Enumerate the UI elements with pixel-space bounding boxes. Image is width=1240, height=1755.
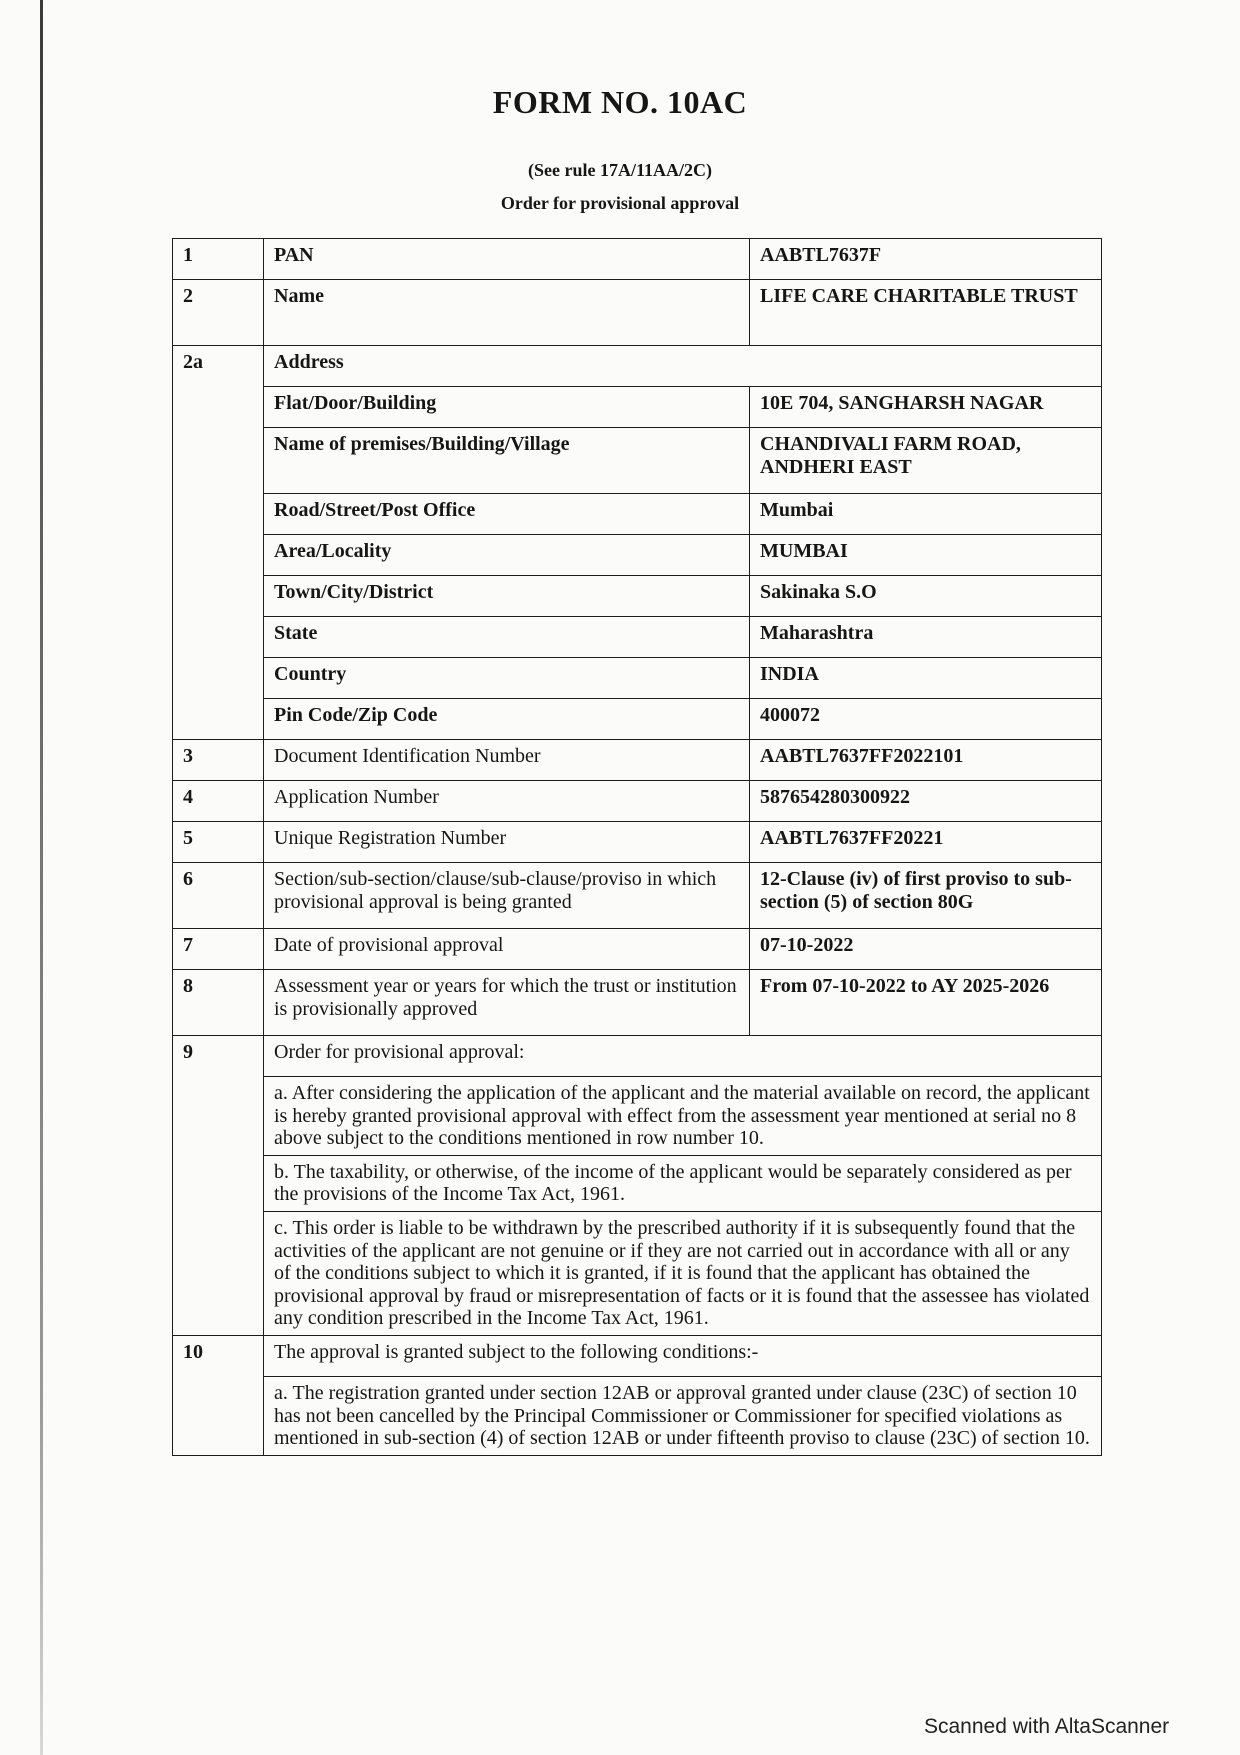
serial-number: 7: [173, 929, 264, 970]
order-paragraph-b: b. The taxability, or otherwise, of the income of the applicant would be separately considered as per the provisions of the Income Tax Act, 1961.: [264, 1155, 1102, 1211]
section-heading: Order for provisional approval:: [264, 1036, 1102, 1077]
row-address-state: [173, 617, 1102, 658]
field-value: Maharashtra: [750, 617, 1102, 658]
field-value: 12-Clause (iv) of first proviso to sub-section (5) of section 80G: [750, 863, 1102, 929]
field-label: Country: [264, 658, 750, 699]
row-address-area: [173, 535, 1102, 576]
serial-number: 2: [173, 280, 264, 346]
row-address-pincode: [173, 699, 1102, 740]
field-value: 400072: [750, 699, 1102, 740]
field-label: Application Number: [264, 781, 750, 822]
field-value: 587654280300922: [750, 781, 1102, 822]
field-label: Date of provisional approval: [264, 929, 750, 970]
row-address-town: [173, 576, 1102, 617]
form-title: FORM NO. 10AC: [492, 84, 748, 120]
field-label: Pin Code/Zip Code: [264, 699, 750, 740]
field-label: Section/sub-section/clause/sub-clause/proviso in which provisional approval is being granted: [264, 863, 750, 929]
row-order-a: [173, 1077, 1102, 1156]
row-section: [173, 863, 1102, 929]
field-value: CHANDIVALI FARM ROAD, ANDHERI EAST: [750, 428, 1102, 494]
field-label: Road/Street/Post Office: [264, 494, 750, 535]
rule-reference: (See rule 17A/11AA/2C): [528, 160, 712, 180]
field-label: PAN: [264, 239, 750, 280]
field-value: INDIA: [750, 658, 1102, 699]
row-name: [173, 280, 1102, 346]
order-paragraph-c: c. This order is liable to be withdrawn by the prescribed authority if it is subsequently found that the activities of the applicant are not genuine or if they are not carried out in accordance with all or any of the conditions subject to which it is granted, if it is found that the applicant has obtained the provisional approval by fraud or misrepresentation of facts or it is found that the assessee has violated any condition prescribed in the Income Tax Act, 1961.: [264, 1211, 1102, 1335]
row-address-country: [173, 658, 1102, 699]
field-label: Address: [264, 346, 1102, 387]
serial-number: 10: [173, 1335, 264, 1455]
form-table: [172, 238, 1102, 1456]
serial-number: 6: [173, 863, 264, 929]
field-label: Unique Registration Number: [264, 822, 750, 863]
row-address-premises: [173, 428, 1102, 494]
scan-edge: [40, 0, 43, 1755]
order-paragraph-a: a. After considering the application of the applicant and the material available on record, the applicant is hereby granted provisional approval with effect from the assessment year mentioned at serial no 8 above subject to the conditions mentioned in row number 10.: [264, 1077, 1102, 1156]
row-approval-date: [173, 929, 1102, 970]
serial-number: 3: [173, 740, 264, 781]
scanner-watermark: Scanned with AltaScanner: [924, 1715, 1170, 1738]
field-value: AABTL7637F: [750, 239, 1102, 280]
field-value: 10E 704, SANGHARSH NAGAR: [750, 387, 1102, 428]
serial-number: 1: [173, 239, 264, 280]
field-label: Assessment year or years for which the trust or institution is provisionally approved: [264, 970, 750, 1036]
field-label: Name: [264, 280, 750, 346]
row-application-number: [173, 781, 1102, 822]
row-pan: [173, 239, 1102, 280]
field-value: LIFE CARE CHARITABLE TRUST: [750, 280, 1102, 346]
row-condition-a: [173, 1376, 1102, 1455]
field-label: State: [264, 617, 750, 658]
field-value: Mumbai: [750, 494, 1102, 535]
serial-number: 2a: [173, 346, 264, 740]
row-address-heading: [173, 346, 1102, 387]
row-order-b: [173, 1155, 1102, 1211]
serial-number: 8: [173, 970, 264, 1036]
field-value: From 07-10-2022 to AY 2025-2026: [750, 970, 1102, 1036]
serial-number: 9: [173, 1036, 264, 1336]
serial-number: 4: [173, 781, 264, 822]
row-address-flat: [173, 387, 1102, 428]
field-value: AABTL7637FF2022101: [750, 740, 1102, 781]
field-label: Town/City/District: [264, 576, 750, 617]
row-document-id: [173, 740, 1102, 781]
field-label: Name of premises/Building/Village: [264, 428, 750, 494]
field-value: 07-10-2022: [750, 929, 1102, 970]
row-address-road: [173, 494, 1102, 535]
row-registration-number: [173, 822, 1102, 863]
field-label: Flat/Door/Building: [264, 387, 750, 428]
field-label: Area/Locality: [264, 535, 750, 576]
row-order-heading: [173, 1036, 1102, 1077]
field-value: AABTL7637FF20221: [750, 822, 1102, 863]
row-assessment-year: [173, 970, 1102, 1036]
field-value: MUMBAI: [750, 535, 1102, 576]
section-heading: The approval is granted subject to the following conditions:-: [264, 1335, 1102, 1376]
row-conditions-heading: [173, 1335, 1102, 1376]
condition-paragraph-a: a. The registration granted under section 12AB or approval granted under clause (23C) of section 10 has not been cancelled by the Principal Commissioner or Commissioner for specified violations as mentioned in sub-section (4) of section 12AB or under fifteenth proviso to clause (23C) of section 10.: [264, 1376, 1102, 1455]
field-value: Sakinaka S.O: [750, 576, 1102, 617]
serial-number: 5: [173, 822, 264, 863]
field-label: Document Identification Number: [264, 740, 750, 781]
form-subtitle: Order for provisional approval: [500, 193, 740, 213]
row-order-c: [173, 1211, 1102, 1335]
